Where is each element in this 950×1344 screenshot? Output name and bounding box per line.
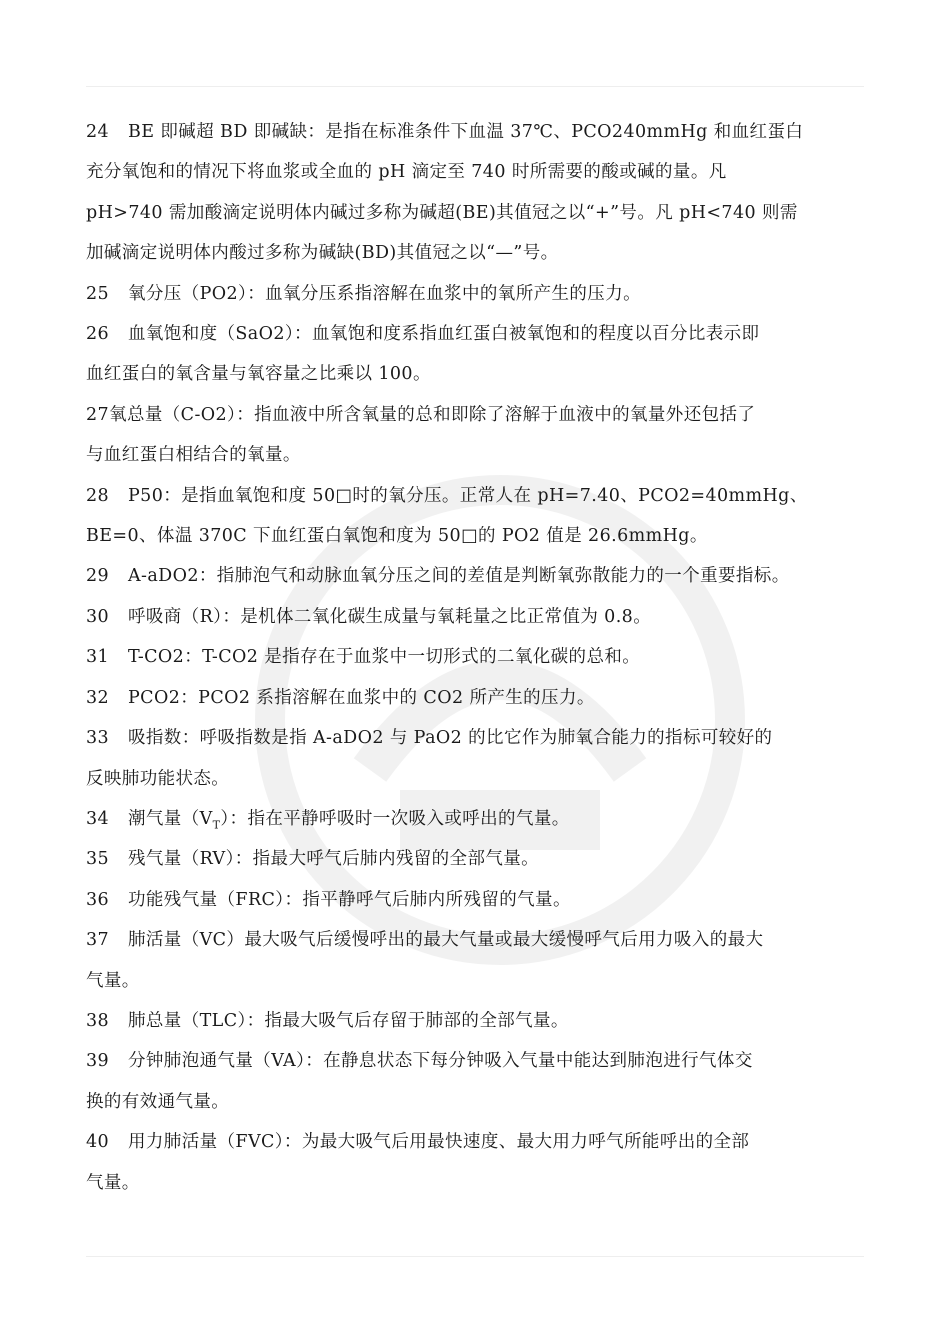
entry-24: 24 BE 即碱超 BD 即碱缺：是指在标准条件下血温 37℃、PCO240mmHg 和血红蛋白 充分氧饱和的情况下将血浆或全血的 pH 滴定至 740 时所需要的酸或碱的量。凡 pH>740 需加酸滴定说明体内碱过多称为碱超(BE)其值冠之以“+”号。凡 pH<740 则需 加碱滴定说明体内酸过多称为碱缺(BD)其值冠之以“—”号。 — [86, 122, 804, 264]
entry-30: 30 呼吸商（R）：是机体二氧化碳生成量与氧耗量之比正常值为 0.8。 — [86, 606, 652, 627]
entry-39: 39 分钟肺泡通气量（VA）：在静息状态下每分钟吸入气量中能达到肺泡进行气体交 换的有效通气量。 — [86, 1051, 753, 1112]
entry-28: 28 P50：是指血氧饱和度 50□时的氧分压。正常人在 pH=7.40、PCO2=40mmHg、 BE=0、体温 370C 下血红蛋白氧饱和度为 50□的 PO2 值是 26.6mmHg。 — [86, 485, 808, 547]
entry-27: 27氧总量（C-O2）：指血液中所含氧量的总和即除了溶解于血液中的氧量外还包括了 与血红蛋白相结合的氧量。 — [86, 404, 756, 466]
entry-35: 35 残气量（RV）：指最大呼气后肺内残留的全部气量。 — [86, 849, 540, 870]
entry-33: 33 吸指数：呼吸指数是指 A-aDO2 与 PaO2 的比它作为肺氧合能力的指标可较好的 反映肺功能状态。 — [86, 728, 773, 789]
entry-25: 25 氧分压（PO2）：血氧分压系指溶解在血浆中的氧所产生的压力。 — [86, 283, 642, 304]
document-body — [86, 112, 868, 1203]
entry-38: 38 肺总量（TLC）：指最大吸气后存留于肺部的全部气量。 — [86, 1010, 569, 1031]
entry-40: 40 用力肺活量（FVC）：为最大吸气后用最快速度、最大用力呼气所能呼出的全部 气量。 — [86, 1132, 750, 1193]
entry-34: 34 潮气量$(V_T)$：指在平静呼吸时一次吸入或呼出的气量。 — [86, 808, 570, 832]
entry-32: 32 PCO2：PCO2 系指溶解在血浆中的 CO2 所产生的压力。 — [86, 687, 595, 708]
entry-29: 29 A-aDO2：指肺泡气和动脉血氧分压之间的差值是判断氧弥散能力的一个重要指标。 — [86, 566, 790, 587]
entry-37: 37 肺活量（VC）最大吸气后缓慢呼出的最大气量或最大缓慢呼气后用力吸入的最大 气量。 — [86, 930, 764, 991]
header-rule — [86, 86, 864, 87]
entry-31: 31 T-CO2：T-CO2 是指存在于血浆中一切形式的二氧化碳的总和。 — [86, 647, 641, 668]
entry-36: 36 功能残气量（FRC）：指平静呼气后肺内所残留的气量。 — [86, 889, 571, 910]
entry-26: 26 血氧饱和度（SaO2）：血氧饱和度系指血红蛋白被氧饱和的程度以百分比表示即 血红蛋白的氧含量与氧容量之比乘以 100。 — [86, 324, 760, 385]
footer-rule — [86, 1256, 864, 1257]
